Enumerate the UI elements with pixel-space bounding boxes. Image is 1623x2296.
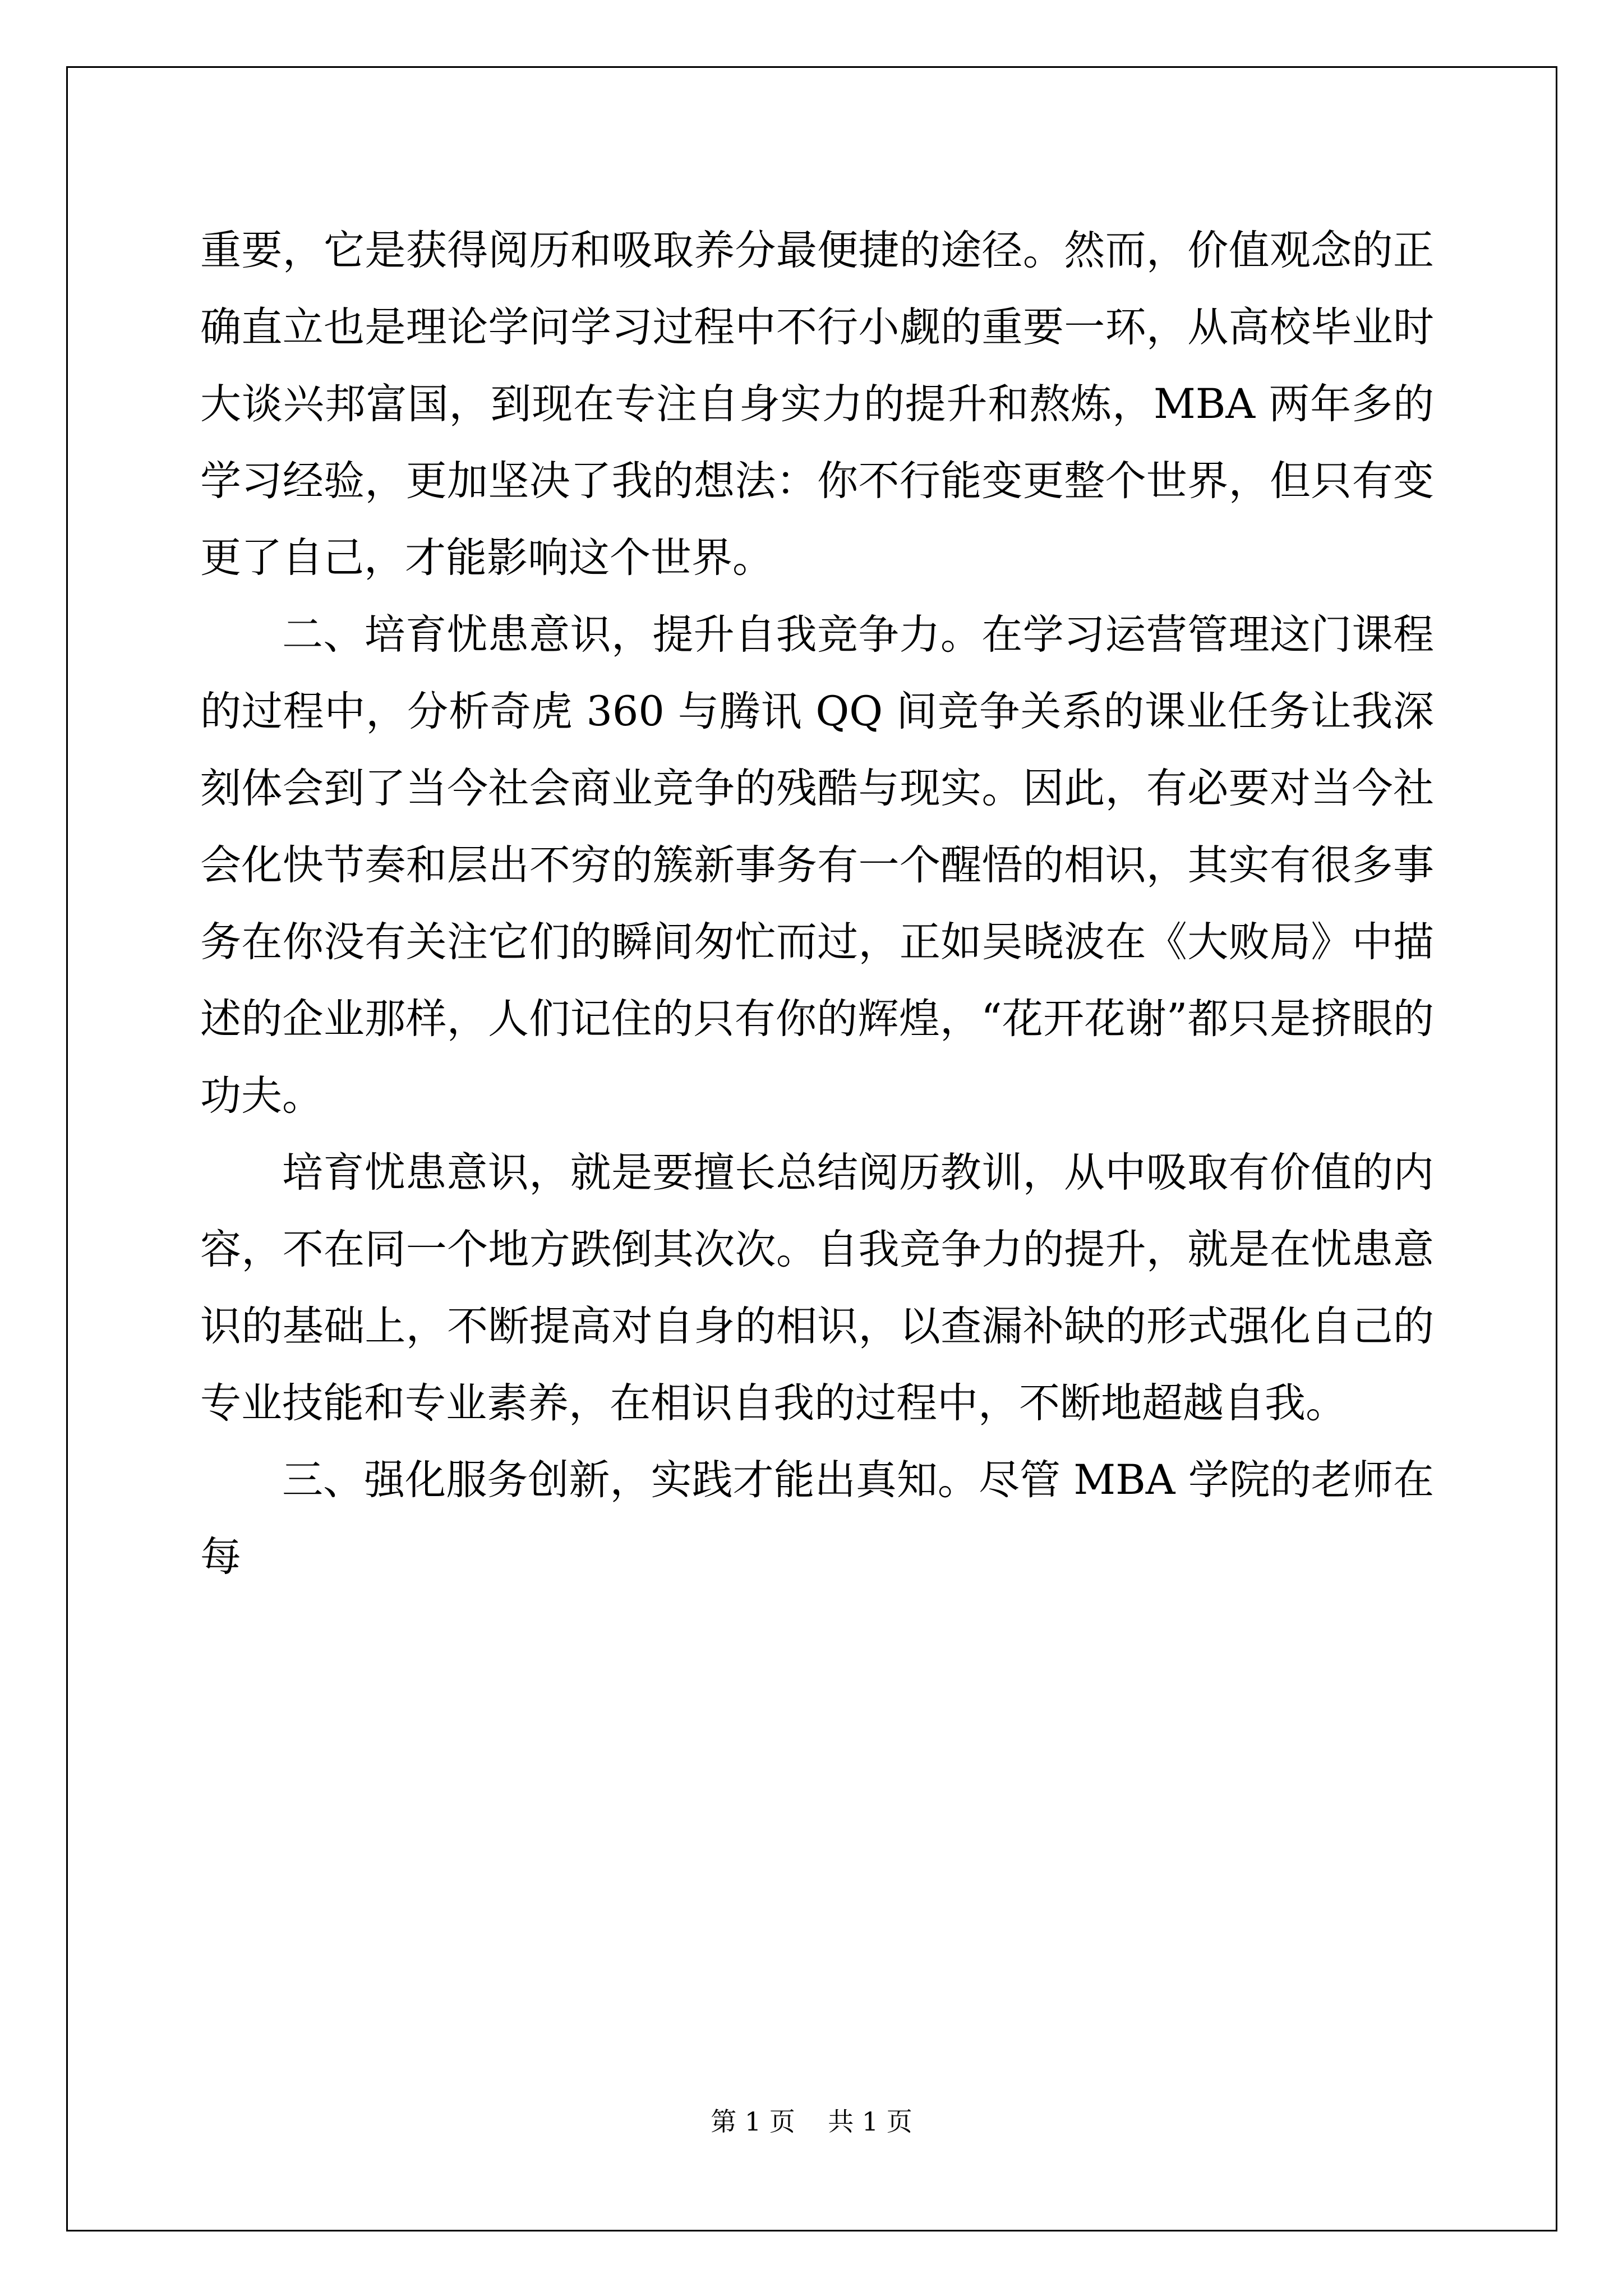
paragraph: 二、培育忧患意识，提升自我竞争力。在学习运营管理这门课程的过程中，分析奇虎 360 与腾讯 QQ 间竞争关系的课业任务让我深刻体会到了当今社会商业竞争的残酷与现实。因此，有必要对当今社会化快节奏和层出不穷的簇新事务有一个醒悟的相识，其实有很多事务在你没有关注它们的瞬间匆忙而过，正如吴晓波在《大败局》中描述的企业那样，人们记住的只有你的辉煌，“花开花谢”都只是挤眼的功夫。: [200, 611, 1434, 1120]
paragraph: 培育忧患意识，就是要擅长总结阅历教训，从中吸取有价值的内容，不在同一个地方跌倒其次次。自我竞争力的提升，就是在忧患意识的基础上，不断提高对自身的相识，以查漏补缺的形式强化自己的专业技能和专业素养，在相识自我的过程中，不断地超越自我。: [200, 1149, 1434, 1427]
paragraph: 三、强化服务创新，实践才能出真知。尽管 MBA 学院的老师在每: [200, 1456, 1434, 1581]
page-footer: 第 1 页 共 1 页: [711, 2106, 912, 2137]
paragraph: 重要，它是获得阅历和吸取养分最便捷的途径。然而，价值观念的正确直立也是理论学问学习过程中不行小觑的重要一环，从高校毕业时大谈兴邦富国，到现在专注自身实力的提升和熬炼，MBA 两年多的学习经验，更加坚决了我的想法：你不行能变更整个世界，但只有变更了自己，才能影响这个世界。: [200, 227, 1434, 582]
document-body: [200, 212, 1434, 1595]
